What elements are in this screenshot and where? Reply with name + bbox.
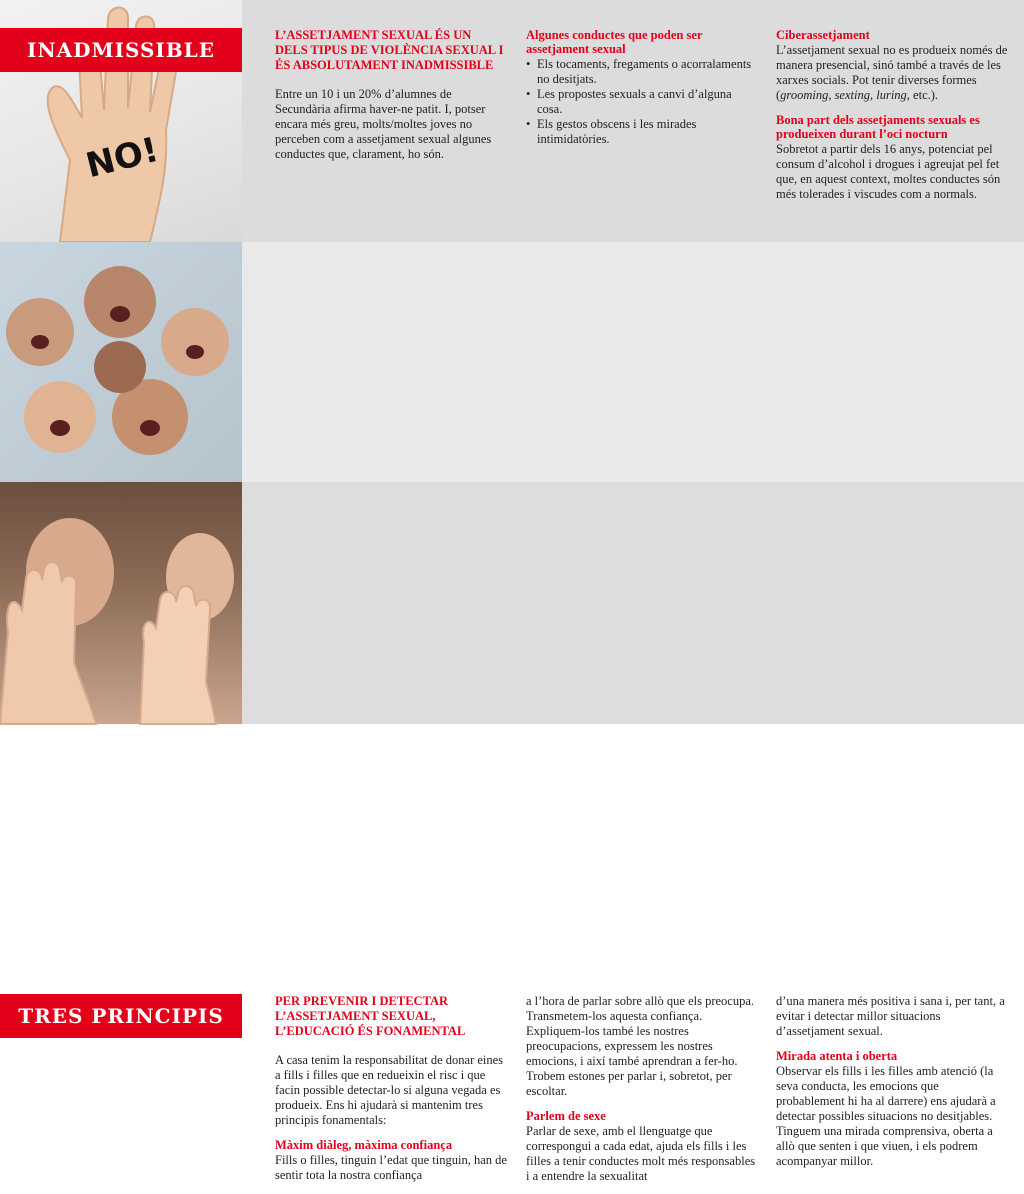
body-cyber-terms: grooming, sexting, luring bbox=[780, 88, 907, 102]
teens-photo bbox=[0, 242, 242, 482]
list-item: • Les propostes sexuals a canvi d’alguna cosa. bbox=[526, 87, 758, 117]
body-cyber-b: , etc.). bbox=[906, 88, 939, 102]
people-showing-stop-palm-icon bbox=[0, 482, 242, 724]
banner-tres-principis: TRES PRINCIPIS bbox=[0, 994, 242, 1038]
conducts-list bbox=[526, 57, 758, 147]
section-tres-idees bbox=[0, 242, 1024, 482]
body-continuation: a l’hora de parlar sobre allò que els preocupa. Transmetem-los aquesta confiança. Expliquem-los també les nostres preocupacions, expressem les nostres emocions, i així també aprendran a fer-ho. Trobem estones per parlar i, sobretot, per escoltar. bbox=[526, 994, 755, 1098]
section-tres-principis bbox=[0, 482, 1024, 1183]
heading-talk-sex: Parlem de sexe bbox=[526, 1109, 606, 1123]
list-item: • Els tocaments, fregaments o acorralaments no desitjats. bbox=[526, 57, 758, 87]
no-handwritten-text: NO! bbox=[82, 129, 163, 187]
group-of-teens-shouting-icon bbox=[0, 242, 242, 482]
section-inadmissible bbox=[0, 0, 1024, 242]
column-principle-2 bbox=[526, 994, 758, 1194]
body-cyber-a: L’assetjament sexual no es produeix només de manera presencial, sinó també a través de les xarxes socials. Pot tenir diverses formes ( bbox=[776, 43, 1008, 102]
heading-education: PER PREVENIR I DETECTAR L’ASSETJAMENT SEXUAL, L’EDUCACIÓ ÉS FONAMENTAL bbox=[275, 994, 466, 1038]
heading-conducts: Algunes conductes que poden ser assetjament sexual bbox=[526, 28, 703, 56]
body-continuation: d’una manera més positiva i sana i, per tant, a evitar i detectar millor situacions d’assetjament sexual. bbox=[776, 994, 1005, 1038]
body-cyber bbox=[776, 43, 1008, 103]
column-conducts bbox=[526, 28, 758, 147]
heading-attentive-look: Mirada atenta i oberta bbox=[776, 1049, 898, 1063]
body-responsibility: A casa tenim la responsabilitat de donar eines a fills i filles que en redueixin el risc i que facin possible detectar-lo si alguna vegada es produeix. Ens hi ajudarà si mantenim tres principis fonamentals: bbox=[275, 1053, 504, 1127]
column-principle-3 bbox=[776, 994, 1008, 1179]
body-nightlife: Sobretot a partir dels 16 anys, potenciat pel consum d’alcohol i drogues i agreujat pel fet que, en aquest context, moltes conductes són més tolerades i viscudes com a normals. bbox=[776, 142, 1001, 201]
column-principle-1 bbox=[275, 994, 507, 1193]
stop-hands-photo bbox=[0, 482, 242, 724]
heading-dialogue: Màxim diàleg, màxima confiança bbox=[275, 1138, 453, 1152]
heading-cyber: Ciberassetjament bbox=[776, 28, 870, 42]
body-dialogue: Fills o filles, tinguin l’edat que tinguin, han de sentir tota la nostra confiança bbox=[275, 1153, 507, 1182]
banner-inadmissible: INADMISSIBLE bbox=[0, 28, 242, 72]
column-intro bbox=[275, 28, 507, 172]
list-item: • Els gestos obscens i les mirades intimidatòries. bbox=[526, 117, 758, 147]
heading-nightlife: Bona part dels assetjaments sexuals es produeixen durant l’oci nocturn bbox=[776, 113, 980, 141]
heading-violence: L’ASSETJAMENT SEXUAL ÉS UN DELS TIPUS DE VIOLÈNCIA SEXUAL I ÉS ABSOLUTAMENT INADMISSIBLE bbox=[275, 28, 504, 72]
body-talk-sex: Parlar de sexe, amb el llenguatge que correspongui a cada edat, ajuda els fills i les filles a tenir conductes molt més responsables i a entendre la sexualitat bbox=[526, 1124, 756, 1183]
column-cyber bbox=[776, 28, 1008, 212]
body-attentive-look: Observar els fills i les filles amb atenció (la seva conducta, les emocions que probablement hi ha al darrere) ens ajudarà a detectar possibles situacions no desitjables. Tinguem una mirada comprensiva, oberta a allò que senten i que viuen, i els podrem acompanyar millor. bbox=[776, 1064, 996, 1168]
body-statistics: Entre un 10 i un 20% d’alumnes de Secundària afirma haver-ne patit. I, potser encara més greu, molts/moltes joves no perceben com a assetjament sexual algunes conductes que, clarament, ho són. bbox=[275, 87, 492, 161]
